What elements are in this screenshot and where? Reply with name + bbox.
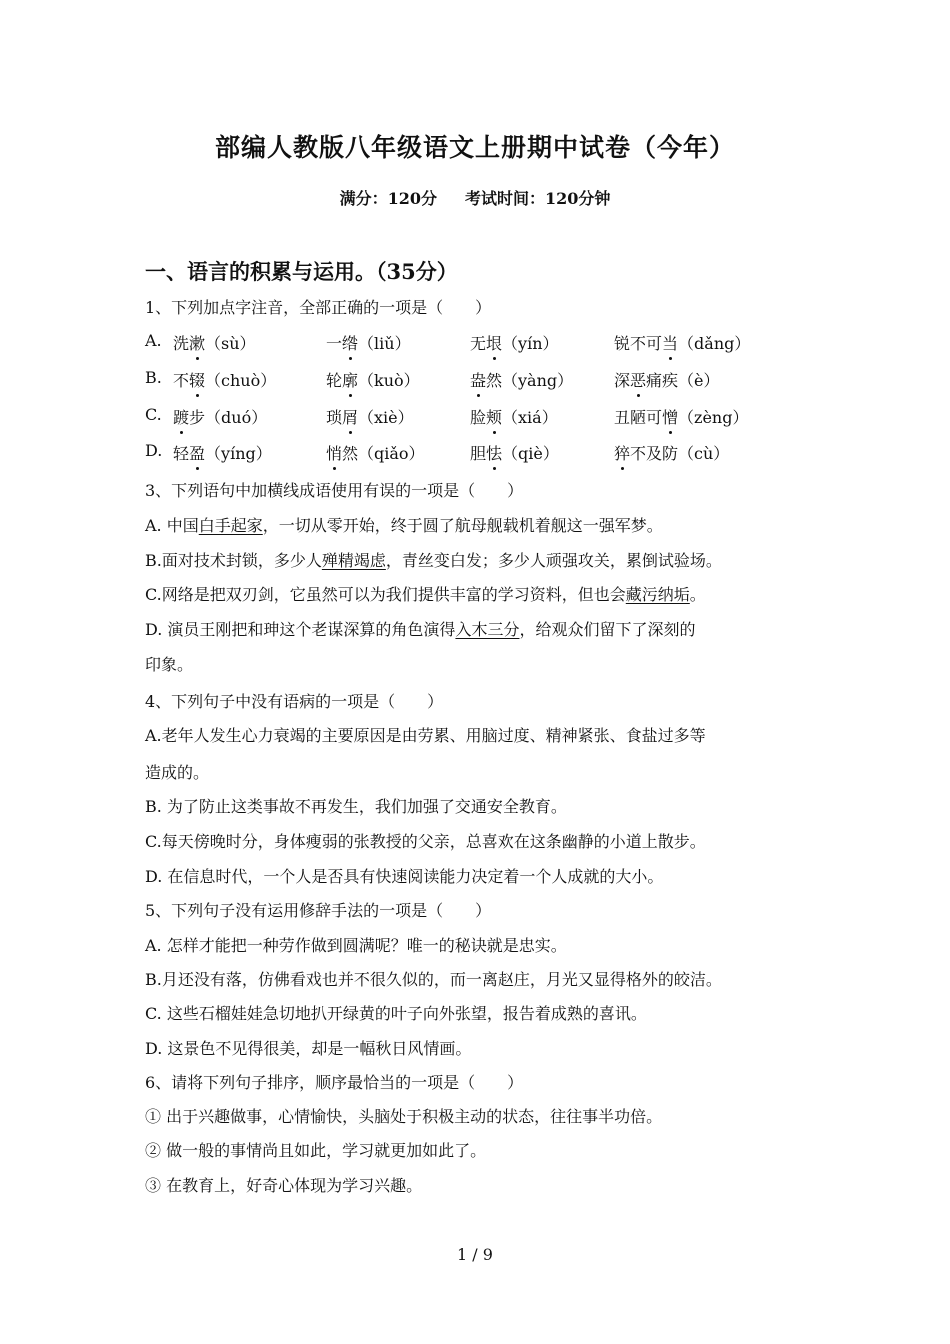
q3-option-c: C.网络是把双刃剑，它虽然可以为我们提供丰富的学习资料，但也会藏污纳垢。 xyxy=(145,585,706,604)
q1-d-letter: D. xyxy=(145,441,163,460)
dotted-char: 屑 xyxy=(342,405,358,428)
q3-option-b: B.面对技术封锁，多少人殚精竭虑，青丝变白发；多少人顽强攻关，累倒试验场。 xyxy=(145,551,722,570)
dotted-char: 绺 xyxy=(342,331,358,354)
exam-time: 考试时间：120分钟 xyxy=(465,189,611,208)
q5-option-a: A. 怎样才能把一种劳作做到圆满呢？唯一的秘诀就是忠实。 xyxy=(145,936,567,955)
dotted-char: 悄 xyxy=(326,441,342,464)
dotted-char: 恶 xyxy=(630,368,646,391)
dotted-char: 辍 xyxy=(189,368,205,391)
exam-title: 部编人教版八年级语文上册期中试卷（今年） xyxy=(214,133,735,162)
dotted-char: 盈 xyxy=(189,441,205,464)
q1-b3: 盎然（yàng） xyxy=(470,368,573,391)
q1-a3: 无垠（yín） xyxy=(470,331,559,354)
q5-stem: 5、下列句子没有运用修辞手法的一项是（ ） xyxy=(145,901,492,920)
page-number: 1 / 9 xyxy=(457,1245,493,1264)
dotted-char: 踱 xyxy=(173,405,189,428)
q1-c4: 丑陋可憎（zèng） xyxy=(614,405,748,428)
q1-a-letter: A. xyxy=(145,331,162,350)
q1-d2: 悄然（qiǎo） xyxy=(326,441,425,464)
dotted-char: 憎 xyxy=(662,405,678,428)
q3-option-d: D. 演员王刚把和珅这个老谋深算的角色演得入木三分，给观众们留下了深刻的 xyxy=(145,620,696,639)
q1-c-letter: C. xyxy=(145,405,162,424)
q1-b4: 深恶痛疾（è） xyxy=(614,368,720,391)
dotted-char: 颊 xyxy=(486,405,502,428)
q6-stem: 6、请将下列句子排序，顺序最恰当的一项是（ ） xyxy=(145,1073,524,1092)
q4-option-d: D. 在信息时代，一个人是否具有快速阅读能力决定着一个人成就的大小。 xyxy=(145,867,664,886)
q5-option-d: D. 这景色不见得很美，却是一幅秋日风情画。 xyxy=(145,1039,472,1058)
dotted-char: 垠 xyxy=(486,331,502,354)
q1-a2: 一绺（liǔ） xyxy=(326,331,411,354)
full-score: 满分：120分 xyxy=(339,189,437,208)
q6-sentence-1: ① 出于兴趣做事，心情愉快，头脑处于积极主动的状态，往往事半功倍。 xyxy=(145,1107,663,1126)
q1-a4: 锐不可当（dǎng） xyxy=(614,331,750,354)
q5-option-b: B.月还没有落，仿佛看戏也并不很久似的，而一离赵庄，月光又显得格外的皎洁。 xyxy=(145,970,722,989)
section-heading: 一、语言的积累与运用。（35分） xyxy=(145,259,458,284)
q1-b-letter: B. xyxy=(145,368,162,387)
q1-d4: 猝不及防（cù） xyxy=(614,441,729,464)
dotted-char: 猝 xyxy=(614,441,630,464)
q3-stem: 3、下列语句中加横线成语使用有误的一项是（ ） xyxy=(145,481,524,500)
q4-option-b: B. 为了防止这类事故不再发生，我们加强了交通安全教育。 xyxy=(145,797,567,816)
q6-sentence-2: ② 做一般的事情尚且如此，学习就更加如此了。 xyxy=(145,1141,487,1160)
underlined-idiom: 殚精竭虑 xyxy=(321,551,386,570)
q1-a1: 洗漱（sù） xyxy=(173,331,256,354)
dotted-char: 漱 xyxy=(189,331,205,354)
q1-c2: 琐屑（xiè） xyxy=(326,405,414,428)
dotted-char: 盎 xyxy=(470,368,486,391)
q4-option-c: C.每天傍晚时分，身体瘦弱的张教授的父亲，总喜欢在这条幽静的小道上散步。 xyxy=(145,832,706,851)
exam-meta xyxy=(0,186,950,209)
underlined-idiom: 藏污纳垢 xyxy=(625,585,690,604)
q1-b1: 不辍（chuò） xyxy=(173,368,276,391)
underlined-idiom: 入木三分 xyxy=(455,620,520,639)
q4-option-a-cont: 造成的。 xyxy=(145,763,210,782)
dotted-char: 当 xyxy=(662,331,678,354)
q1-d3: 胆怯（qiè） xyxy=(470,441,559,464)
q1-stem: 1、下列加点字注音，全部正确的一项是（ ） xyxy=(145,298,492,317)
q3-option-a: A. 中国白手起家，一切从零开始，终于圆了航母舰载机着舰这一强军梦。 xyxy=(145,516,663,535)
q1-c1: 踱步（duó） xyxy=(173,405,267,428)
q4-stem: 4、下列句子中没有语病的一项是（ ） xyxy=(145,692,444,711)
q6-sentence-3: ③ 在教育上，好奇心体现为学习兴趣。 xyxy=(145,1176,423,1195)
dotted-char: 廓 xyxy=(342,368,358,391)
q1-b2: 轮廓（kuò） xyxy=(326,368,420,391)
q1-c3: 脸颊（xiá） xyxy=(470,405,558,428)
underlined-idiom: 白手起家 xyxy=(198,516,263,535)
q4-option-a: A.老年人发生心力衰竭的主要原因是由劳累、用脑过度、精神紧张、食盐过多等 xyxy=(145,726,706,745)
q1-d1: 轻盈（yíng） xyxy=(173,441,272,464)
dotted-char: 怯 xyxy=(486,441,502,464)
q5-option-c: C. 这些石榴娃娃急切地扒开绿黄的叶子向外张望，报告着成熟的喜讯。 xyxy=(145,1004,647,1023)
q3-option-d-cont: 印象。 xyxy=(145,655,194,674)
